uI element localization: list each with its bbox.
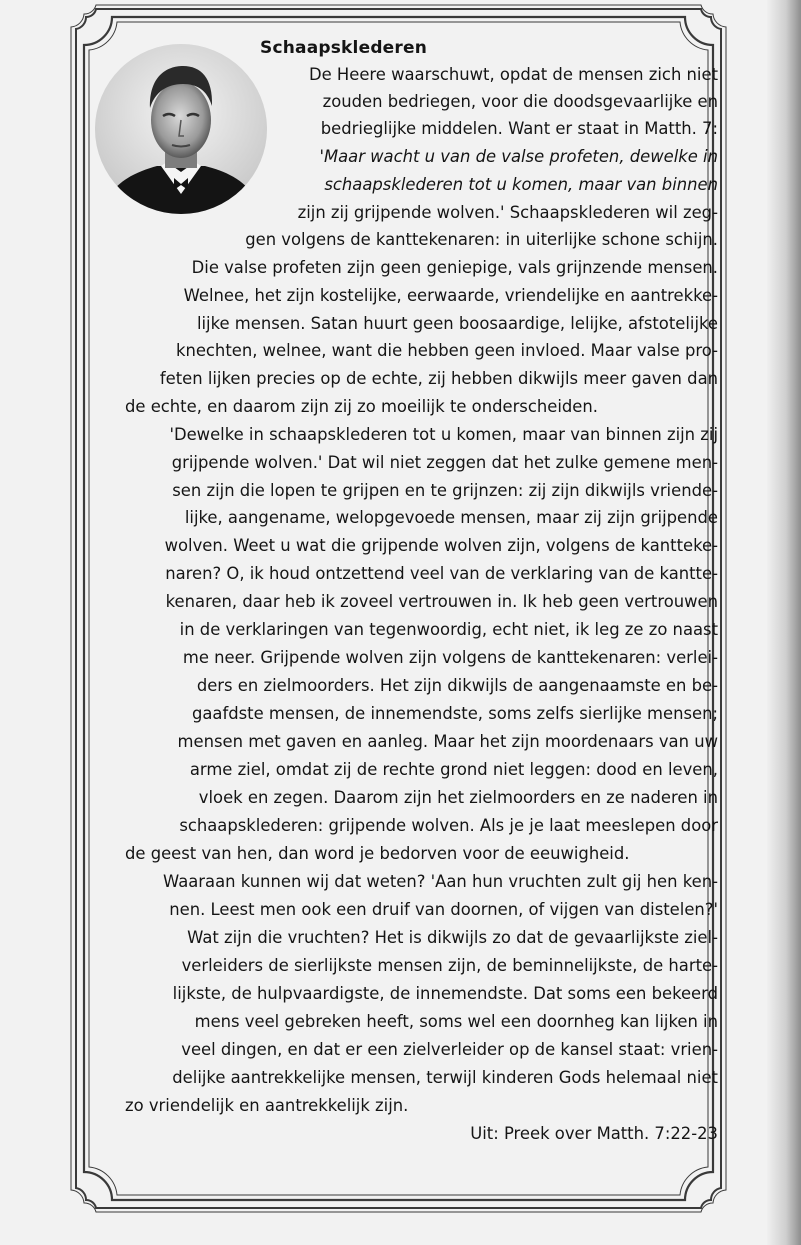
body-line: Die valse profeten zijn geen geniepige, vals grijnzende mensen. [191,258,718,277]
body-line: lijke mensen. Satan huurt geen boosaardige, lelijke, afstotelijke [196,314,718,333]
body-line: Wat zijn die vruchten? Het is dikwijls zo dat de gevaarlijkste ziel- [187,928,718,947]
body-line: naren? O, ik houd ontzettend veel van de verklaring van de kantte- [165,564,718,583]
body-line: me neer. Grijpende wolven zijn volgens de kanttekenaren: verlei- [182,648,718,667]
body-line: arme ziel, omdat zij de rechte grond niet leggen: dood en leven, [189,760,718,779]
body-line: in de verklaringen van tegenwoordig, echt niet, ik leg ze zo naast [179,620,718,639]
body-line: zo vriendelijk en aantrekkelijk zijn. [125,1096,409,1115]
body-line [319,146,718,168]
body-line: grijpende wolven.' Dat wil niet zeggen dat het zulke gemene men- [171,453,718,472]
body-line: de echte, en daarom zijn zij zo moeilijk te onderscheiden. [125,397,598,416]
body-line: delijke aantrekkelijke mensen, terwijl kinderen Gods helemaal niet [172,1068,718,1087]
body-line: zouden bedriegen, voor die doodsgevaarlijke en [322,92,718,111]
author-portrait [95,44,267,214]
quote-text: schaapsklederen tot u komen, maar van binnen [324,175,718,194]
body-line: gen volgens de kanttekenaren: in uiterlijke schone schijn. [245,230,718,249]
body-line: mens veel gebreken heeft, soms wel een doornheg kan lijken in [194,1012,718,1031]
body-line: sen zijn die lopen te grijpen en te grijnzen: zij zijn dikwijls vriende- [172,481,718,500]
body-line: lijke, aangename, welopgevoede mensen, maar zij zijn grijpende [184,508,718,527]
body-line: vloek en zegen. Daarom zijn het zielmoorders en ze naderen in [198,788,718,807]
body-line: Welnee, het zijn kostelijke, eerwaarde, vriendelijke en aantrekke- [183,286,718,305]
body-line: de geest van hen, dan word je bedorven voor de eeuwigheid. [125,844,630,863]
quote-text: 'Maar wacht u van de valse profeten, dewelke in [319,147,718,166]
body-line: 'Dewelke in schaapsklederen tot u komen, maar van binnen zijn zij [169,425,718,444]
body-line: zijn zij grijpende wolven.' Schaapsklederen wil zeg- [297,203,718,222]
body-line: veel dingen, en dat er een zielverleider op de kansel staat: vrien- [181,1040,718,1059]
body-line: nen. Leest men ook een druif van doornen, of vijgen van distelen?' [169,900,718,919]
body-line: verleiders de sierlijkste mensen zijn, de beminnelijkste, de harte- [181,956,718,975]
body-line: knechten, welnee, want die hebben geen invloed. Maar valse pro- [175,341,718,360]
body-line: gaafdste mensen, de innemendste, soms zelfs sierlijke mensen; [191,704,718,723]
source-citation: Uit: Preek over Matth. 7:22-23 [470,1124,718,1143]
body-line: mensen met gaven en aanleg. Maar het zijn moordenaars van uw [177,732,718,751]
body-line: ders en zielmoorders. Het zijn dikwijls de aangenaamste en be- [196,676,718,695]
body-line: schaapsklederen: grijpende wolven. Als je je laat meeslepen door [179,816,718,835]
body-line [324,174,718,196]
body-line: De Heere waarschuwt, opdat de mensen zich niet [309,65,718,84]
body-line: bedrieglijke middelen. Want er staat in Matth. 7: [320,119,718,138]
body-line: lijkste, de hulpvaardigste, de innemendste. Dat soms een bekeerd [172,984,718,1003]
body-line: wolven. Weet u wat die grijpende wolven zijn, volgens de kantteke- [164,536,718,555]
body-line: feten lijken precies op de echte, zij hebben dikwijls meer gaven dan [159,369,718,388]
body-line: kenaren, daar heb ik zoveel vertrouwen in. Ik heb geen vertrouwen [165,592,718,611]
body-line: Waaraan kunnen wij dat weten? 'Aan hun vruchten zult gij hen ken- [163,872,718,891]
article-title: Schaapsklederen [260,38,428,58]
